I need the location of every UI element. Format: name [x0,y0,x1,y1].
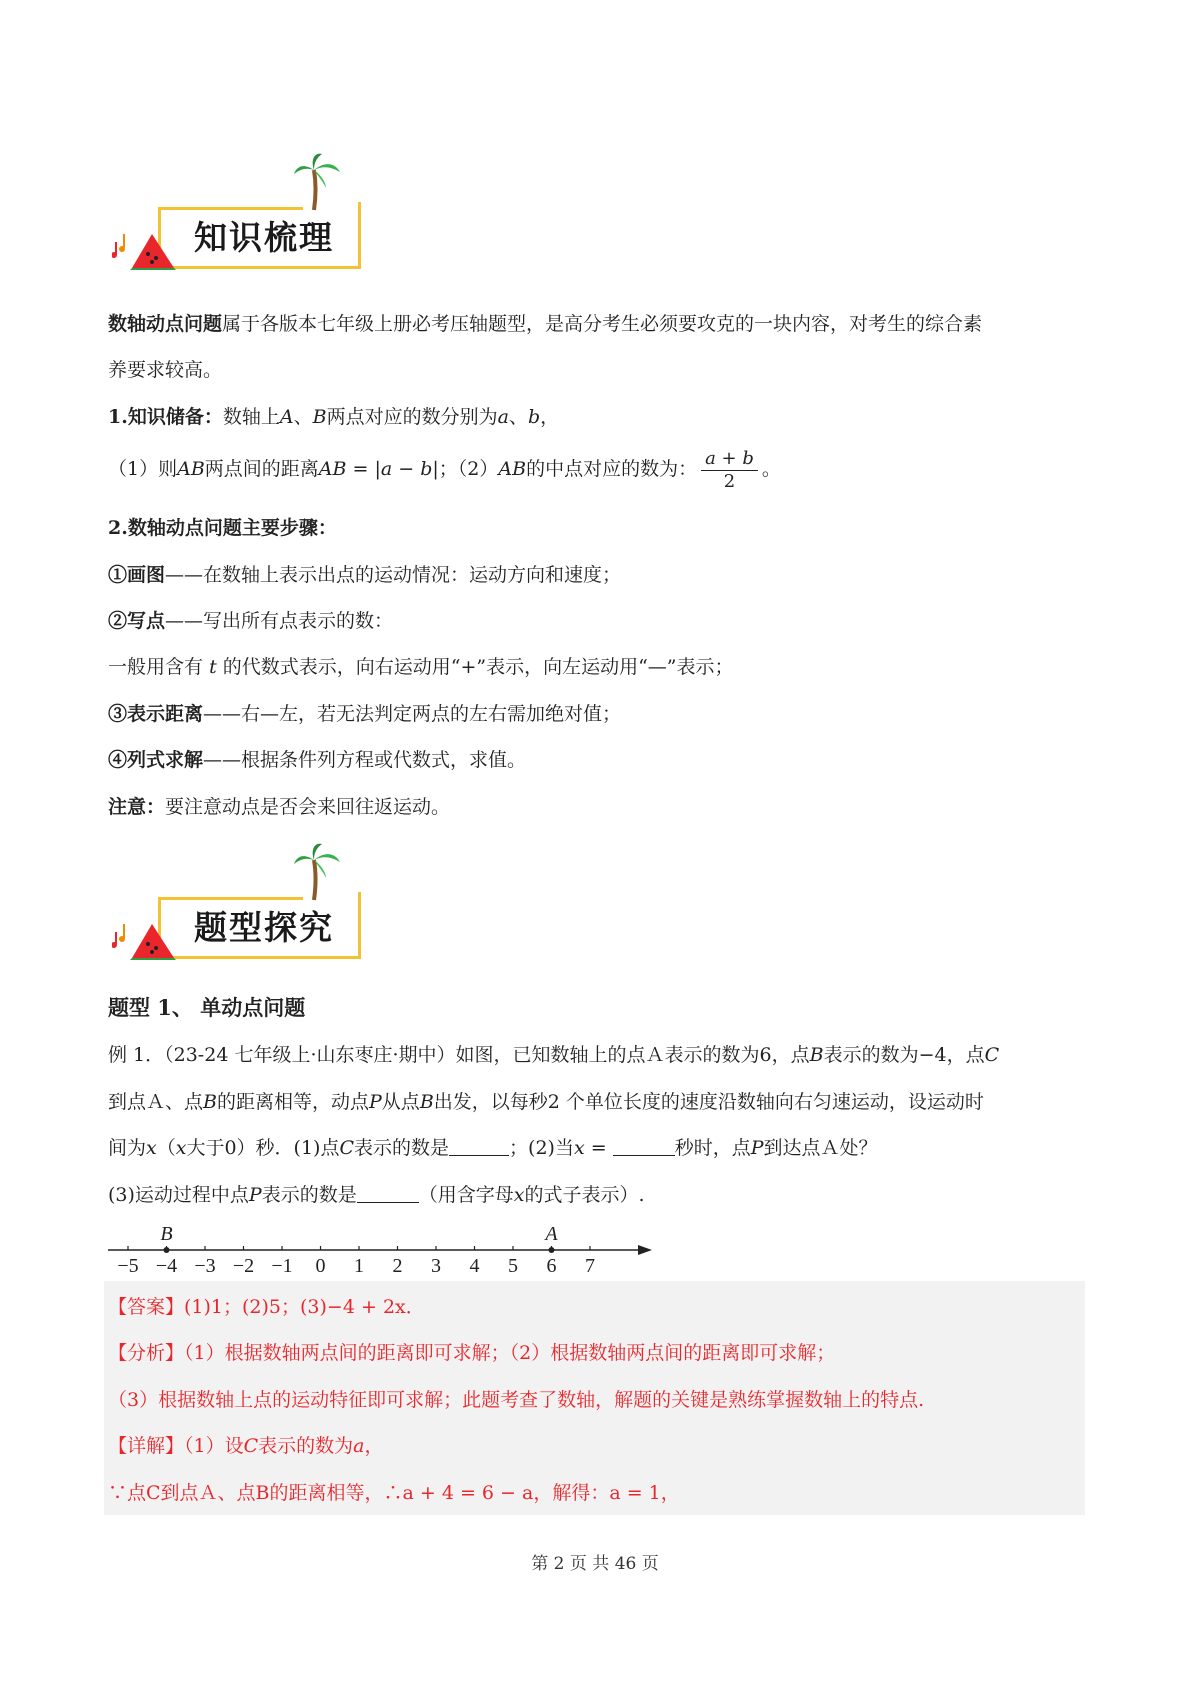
fraction-denominator: 2 [723,470,736,492]
var-AB: AB [177,458,205,480]
var-B: B [203,1091,217,1113]
var-b: b [527,406,541,428]
text: 两点对应的数分别为 [326,406,498,428]
number-line-figure [100,1215,660,1283]
step-text: 右—左，若无法判定两点的左右需加绝对值； [241,703,622,725]
section-title: 知识梳理 [194,218,334,257]
text: （1）则 [108,458,178,480]
text: 的式子表示）. [524,1184,645,1206]
text: 从点 [381,1091,420,1113]
formula-eq: = [346,458,375,480]
formula-lhs: AB [318,458,347,480]
number-line-tick-label: 7 [585,1255,595,1277]
var-B: B [809,1044,824,1066]
number-line-tick-label: −4 [155,1255,178,1277]
text: 到点Ａ、点 [108,1091,204,1113]
var-C: C [339,1137,355,1159]
note [108,795,450,819]
step-title: 画图 [127,564,166,586]
detail-tag: 【详解】 [108,1435,185,1457]
text: 。 [761,458,781,480]
palm-tree-icon [292,152,342,212]
text: 一般用含有 [108,656,204,678]
step-dash: —— [165,610,204,632]
var-A: A [279,406,294,428]
var-x: x [146,1137,157,1159]
var-P: P [750,1137,764,1159]
number-line-point-label: A [545,1223,558,1245]
analysis-line-1 [108,1341,835,1365]
number-line-tick-label: −5 [117,1255,139,1277]
text: 的距离相等，动点 [216,1091,369,1113]
number-line-tick-label: 2 [392,1255,403,1277]
blank-1 [449,1137,509,1156]
text: ， [540,406,560,428]
var-x: x [513,1184,525,1206]
intro-text: 属于各版本七年级上册必考压轴题型，是高分考生必须要攻克的一块内容，对考生的综合素 [222,313,983,335]
step-2-extra [108,655,734,679]
step-1 [108,563,621,587]
text: ；（2） [438,458,499,480]
text: 例 1．（23-24 七年级上·山东枣庄·期中）如图，已知数轴上的点Ａ表示的数为6，点 [108,1044,810,1066]
step-text: 写出所有点表示的数： [203,610,394,632]
answer-text: (1)1；(2)5；(3)−4 + 2x． [184,1296,425,1318]
var-B: B [312,406,327,428]
knowledge-1-label: 1.知识储备： [108,406,223,428]
note-label: 注意： [108,796,166,818]
text: ， [364,1435,384,1457]
step-dash: —— [203,749,242,771]
step-marker: ④ [108,749,128,771]
step-2 [108,609,393,633]
answer-line [108,1295,425,1319]
step-4 [108,748,526,772]
banner-frame-top [158,897,303,900]
var-B: B [419,1091,434,1113]
type-1-heading: 题型 1、 单动点问题 [108,995,306,1020]
number-line-tick-label: −1 [271,1255,293,1277]
step-title: 写点 [127,610,166,632]
number-line-point [164,1247,170,1253]
number-line-tick-label: 4 [469,1255,480,1277]
knowledge-1-formulas [108,444,781,494]
text: 、 [508,406,528,428]
var-C: C [243,1435,259,1457]
text: 的代数式表示，向右运动用“+”表示，向左运动用“—”表示； [222,656,734,678]
text: 出发，以每秒2 个单位长度的速度沿数轴向右匀速运动，设运动时 [433,1091,984,1113]
text: = [584,1137,613,1159]
example-line-1 [108,1043,999,1067]
intro-line-1 [108,312,982,336]
example-line-3 [108,1136,878,1160]
detail-line-1 [108,1434,384,1458]
text: 秒时，点 [674,1137,751,1159]
analysis-text: （1）根据数轴两点间的距离即可求解；（2）根据数轴两点间的距离即可求解； [184,1342,836,1364]
var-a: a [353,1435,365,1457]
step-title: 表示距离 [127,703,204,725]
text: 表示的数为 [258,1435,354,1457]
analysis-tag: 【分析】 [108,1342,185,1364]
number-line-tick-label: −3 [194,1255,216,1277]
text: ；(2)当 [509,1137,574,1159]
text: 大于0）秒．(1)点 [186,1137,340,1159]
banner-frame-top [158,207,303,210]
watermelon-icon [112,228,178,276]
step-title: 列式求解 [127,749,204,771]
step-marker: ③ [108,703,128,725]
example-line-2 [108,1090,984,1114]
note-text: 要注意动点是否会来回往返运动。 [165,796,451,818]
knowledge-2-label: 2.数轴动点问题主要步骤： [108,517,337,539]
blank-2 [613,1137,675,1156]
answer-tag: 【答案】 [108,1296,185,1318]
number-line-tick-label: 5 [508,1255,518,1277]
number-line-point [549,1247,555,1253]
step-3 [108,702,621,726]
number-line-tick-label: −2 [232,1255,255,1277]
text: 表示的数为−4，点 [823,1044,985,1066]
text: 、 [293,406,313,428]
text: （1）设 [184,1435,244,1457]
detail-line-2: ∵点C到点Ａ、点B的距离相等，∴a + 4 = 6 − a，解得：a = 1， [108,1482,680,1504]
text: 到达点Ａ处？ [763,1137,878,1159]
text: 表示的数是 [261,1184,357,1206]
blank-3 [357,1184,419,1203]
page-footer: 第 2 页 共 46 页 [531,1554,659,1574]
intro-bold: 数轴动点问题 [108,313,223,335]
section-banner-knowledge [112,152,372,280]
text: (3)运动过程中点 [108,1184,249,1206]
number-line-point-label: B [160,1223,173,1245]
step-text: 在数轴上表示出点的运动情况：运动方向和速度； [203,564,622,586]
var-P: P [248,1184,262,1206]
midpoint-fraction [701,448,758,493]
text: （ [156,1137,176,1159]
formula-abs: |a − b| [374,458,439,480]
watermelon-icon [112,918,178,966]
var-t: t [209,656,217,678]
var-a: a [497,406,509,428]
intro-line-2: 养要求较高。 [108,359,223,381]
var-C: C [984,1044,1000,1066]
arrow-right-icon [638,1245,652,1255]
var-P: P [369,1091,382,1113]
text: 的中点对应的数为： [526,458,698,480]
step-dash: —— [165,564,204,586]
var-x: x [175,1137,187,1159]
number-line-tick-label: 6 [546,1255,557,1277]
palm-tree-icon [292,842,342,902]
step-dash: —— [203,703,242,725]
text: 数轴上 [222,406,280,428]
number-line-tick-label: 0 [315,1255,326,1277]
text: 表示的数是 [354,1137,450,1159]
step-text: 根据条件列方程或代数式，求值。 [241,749,527,771]
step-marker: ① [108,564,128,586]
text: 两点间的距离 [204,458,319,480]
section-banner-types [112,842,372,970]
number-line-tick-label: 1 [354,1255,364,1277]
fraction-numerator: a + b [701,448,758,471]
example-line-4 [108,1183,645,1207]
analysis-line-2: （3）根据数轴上点的运动特征即可求解；此题考查了数轴，解题的关键是熟练掌握数轴上的特点. [108,1389,925,1411]
var-AB: AB [498,458,527,480]
section-title: 题型探究 [194,908,334,947]
number-line-tick-label: 3 [431,1255,441,1277]
var-x: x [573,1137,585,1159]
knowledge-1 [108,405,559,429]
text: 间为 [108,1137,147,1159]
step-marker: ② [108,610,128,632]
text: （用含字母 [418,1184,514,1206]
